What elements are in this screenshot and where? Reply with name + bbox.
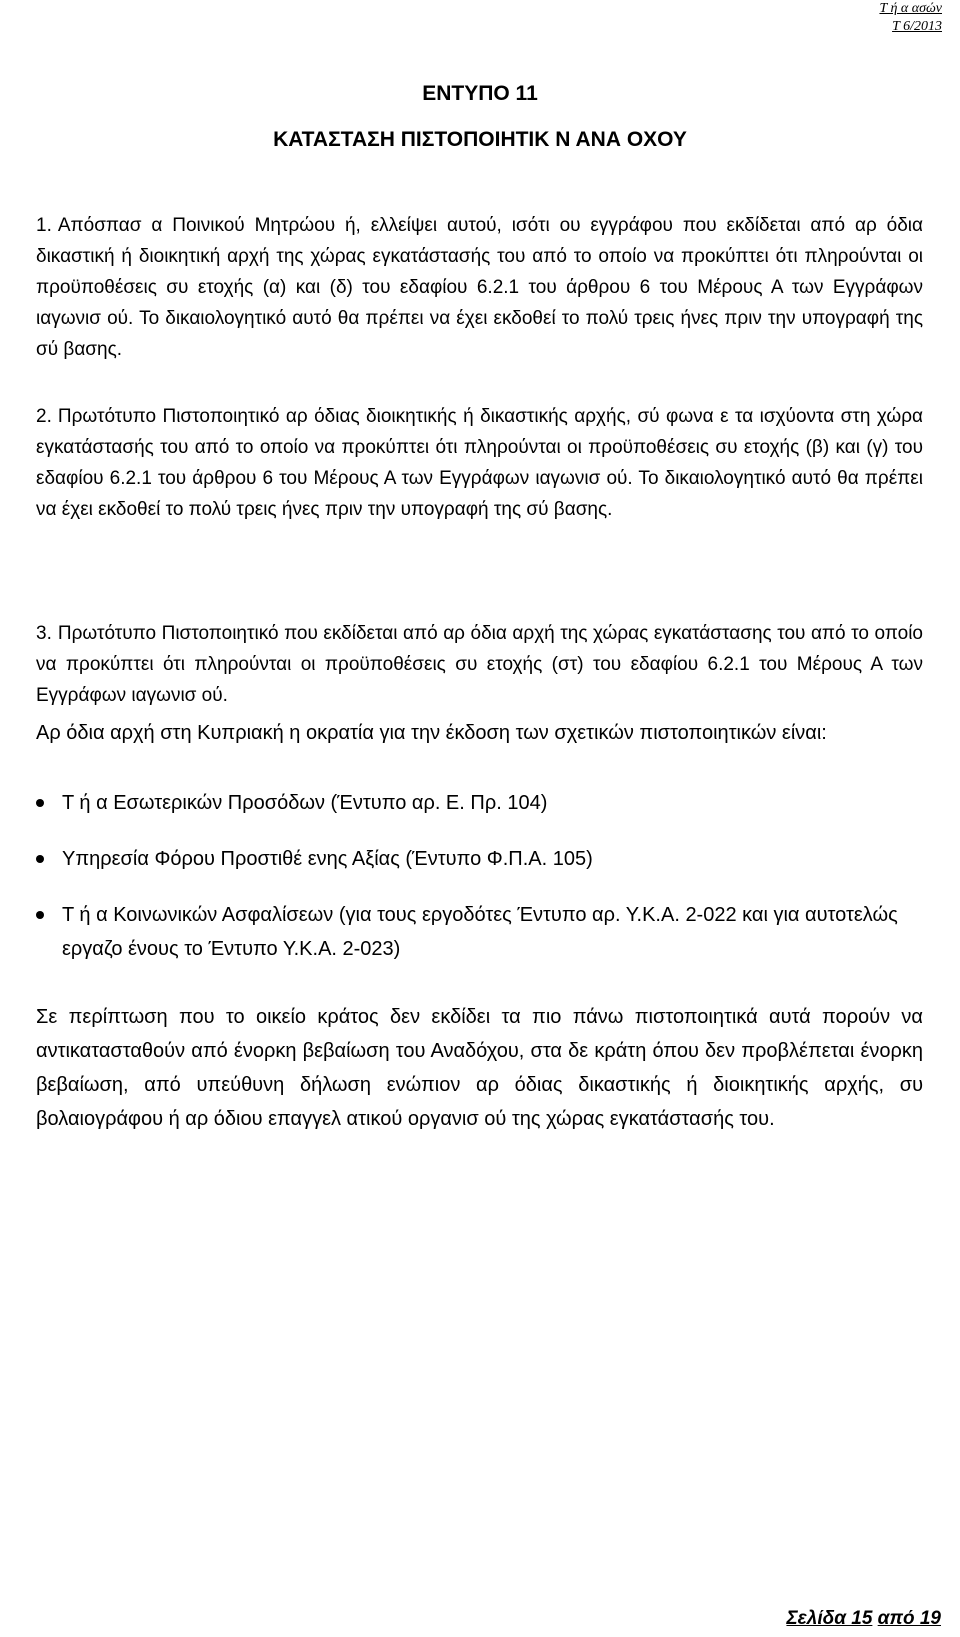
item-body: Πρωτότυπο Πιστοποιητικό αρ όδιας διοικητικής ή δικαστικής αρχής, σύ φωνα ε τα ισχύοντα στη χώρα εγκατάστασής του από το οποίο να προκύπτει ότι πληρούνται οι προϋποθέσεις συ ετοχής (β) και (γ) του εδαφίου 6.2.1 του άρθρου 6 του Μέρους Α των Εγγράφων ιαγωνισ ού. Το δικαιολογητικό αυτό θα πρέπει να έχει εκδοθεί το πολύ τρεις ήνες πριν την υπογραφή της σύ βασης. <box>36 406 923 520</box>
closing-text: Σε περίπτωση που το οικείο κράτος δεν εκδίδει τα πιο πάνω πιστοποιητικά αυτά πορούν να αντικατασταθούν από ένορκη βεβαίωση του Αναδόχου, στα δε κράτη όπου δεν προβλέπεται ένορκη βεβαίωση, από υπεύθυνη δήλωση ενώπιον αρ όδιας δικαστικής ή διοικητικής αρχής, συ βολαιογράφου ή αρ όδιου επαγγελ ατικού οργανισ ού της χώρας εγκατάστασής του. <box>36 1006 923 1130</box>
bullet-list <box>36 786 923 966</box>
form-title: ΕΝΤΥΠΟ 11 <box>422 82 538 105</box>
page-number-label: Σελίδα 15 <box>786 1608 873 1629</box>
bullet-icon <box>36 911 44 919</box>
certificate-item-text <box>36 401 923 525</box>
page-header <box>879 0 942 36</box>
closing-paragraph <box>36 1000 923 1136</box>
item-number: 1. <box>36 215 52 236</box>
item-body: Απόσπασ α Ποινικού Μητρώου ή, ελλείψει αυτού, ισότι ου εγγράφου που εκδίδεται από αρ όδια δικαστική ή διοικητική αρχή της χώρας εγκατάστασής του από το οποίο να προκύπτει ότι πληρούνται οι προϋποθέσεις συ ετοχής (α) και (δ) του εδαφίου 6.2.1 του άρθρου 6 του Μέρους Α των Εγγράφων ιαγωνισ ού. Το δικαιολογητικό αυτό θα πρέπει να έχει εκδοθεί το πολύ τρεις ήνες πριν την υπογραφή της σύ βασης. <box>36 215 923 360</box>
certificate-item-text <box>36 210 923 365</box>
authority-list <box>36 786 923 988</box>
list-item <box>36 898 923 966</box>
list-item <box>36 842 923 876</box>
item-number: 2. <box>36 406 52 427</box>
list-item <box>36 786 923 820</box>
item-number: 3. <box>36 623 52 644</box>
list-item-text: Τ ή α Εσωτερικών Προσόδων (Έντυπο αρ. Ε. Πρ. 104) <box>62 792 548 814</box>
page-total-label: από 19 <box>877 1608 941 1629</box>
header-department: Τ ή α ασών <box>879 1 942 16</box>
list-item-text: Τ ή α Κοινωνικών Ασφαλίσεων (για τους εργοδότες Έντυπο αρ. Υ.Κ.Α. 2-022 και για αυτοτελώς εργαζο ένους το Έντυπο Υ.Κ.Α. 2-023) <box>62 904 898 960</box>
competent-authority-paragraph <box>36 716 923 750</box>
certificate-item-2 <box>36 401 923 525</box>
page-footer <box>786 1607 941 1631</box>
certificate-item-3 <box>36 618 923 711</box>
form-subtitle: ΚΑΤΑΣΤΑΣΗ ΠΙΣΤΟΠΟΙΗΤΙΚ Ν ΑΝΑ ΟΧΟΥ <box>273 128 687 151</box>
authority-text: Αρ όδια αρχή στη Κυπριακή η οκρατία για την έκδοση των σχετικών πιστοποιητικών είναι: <box>36 722 827 744</box>
bullet-icon <box>36 799 44 807</box>
item-body: Πρωτότυπο Πιστοποιητικό που εκδίδεται από αρ όδια αρχή της χώρας εγκατάστασης του από το οποίο να προκύπτει ότι πληρούνται οι προϋποθέσεις συ ετοχής (στ) του εδαφίου 6.2.1 του Μέρους Α των Εγγράφων ιαγωνισ ού. <box>36 623 923 706</box>
header-reference: Τ 6/2013 <box>892 19 942 34</box>
bullet-icon <box>36 855 44 863</box>
certificate-item-1 <box>36 210 923 365</box>
list-item-text: Υπηρεσία Φόρου Προστιθέ ενης Αξίας (Έντυπο Φ.Π.Α. 105) <box>62 848 593 870</box>
certificate-item-text <box>36 618 923 711</box>
